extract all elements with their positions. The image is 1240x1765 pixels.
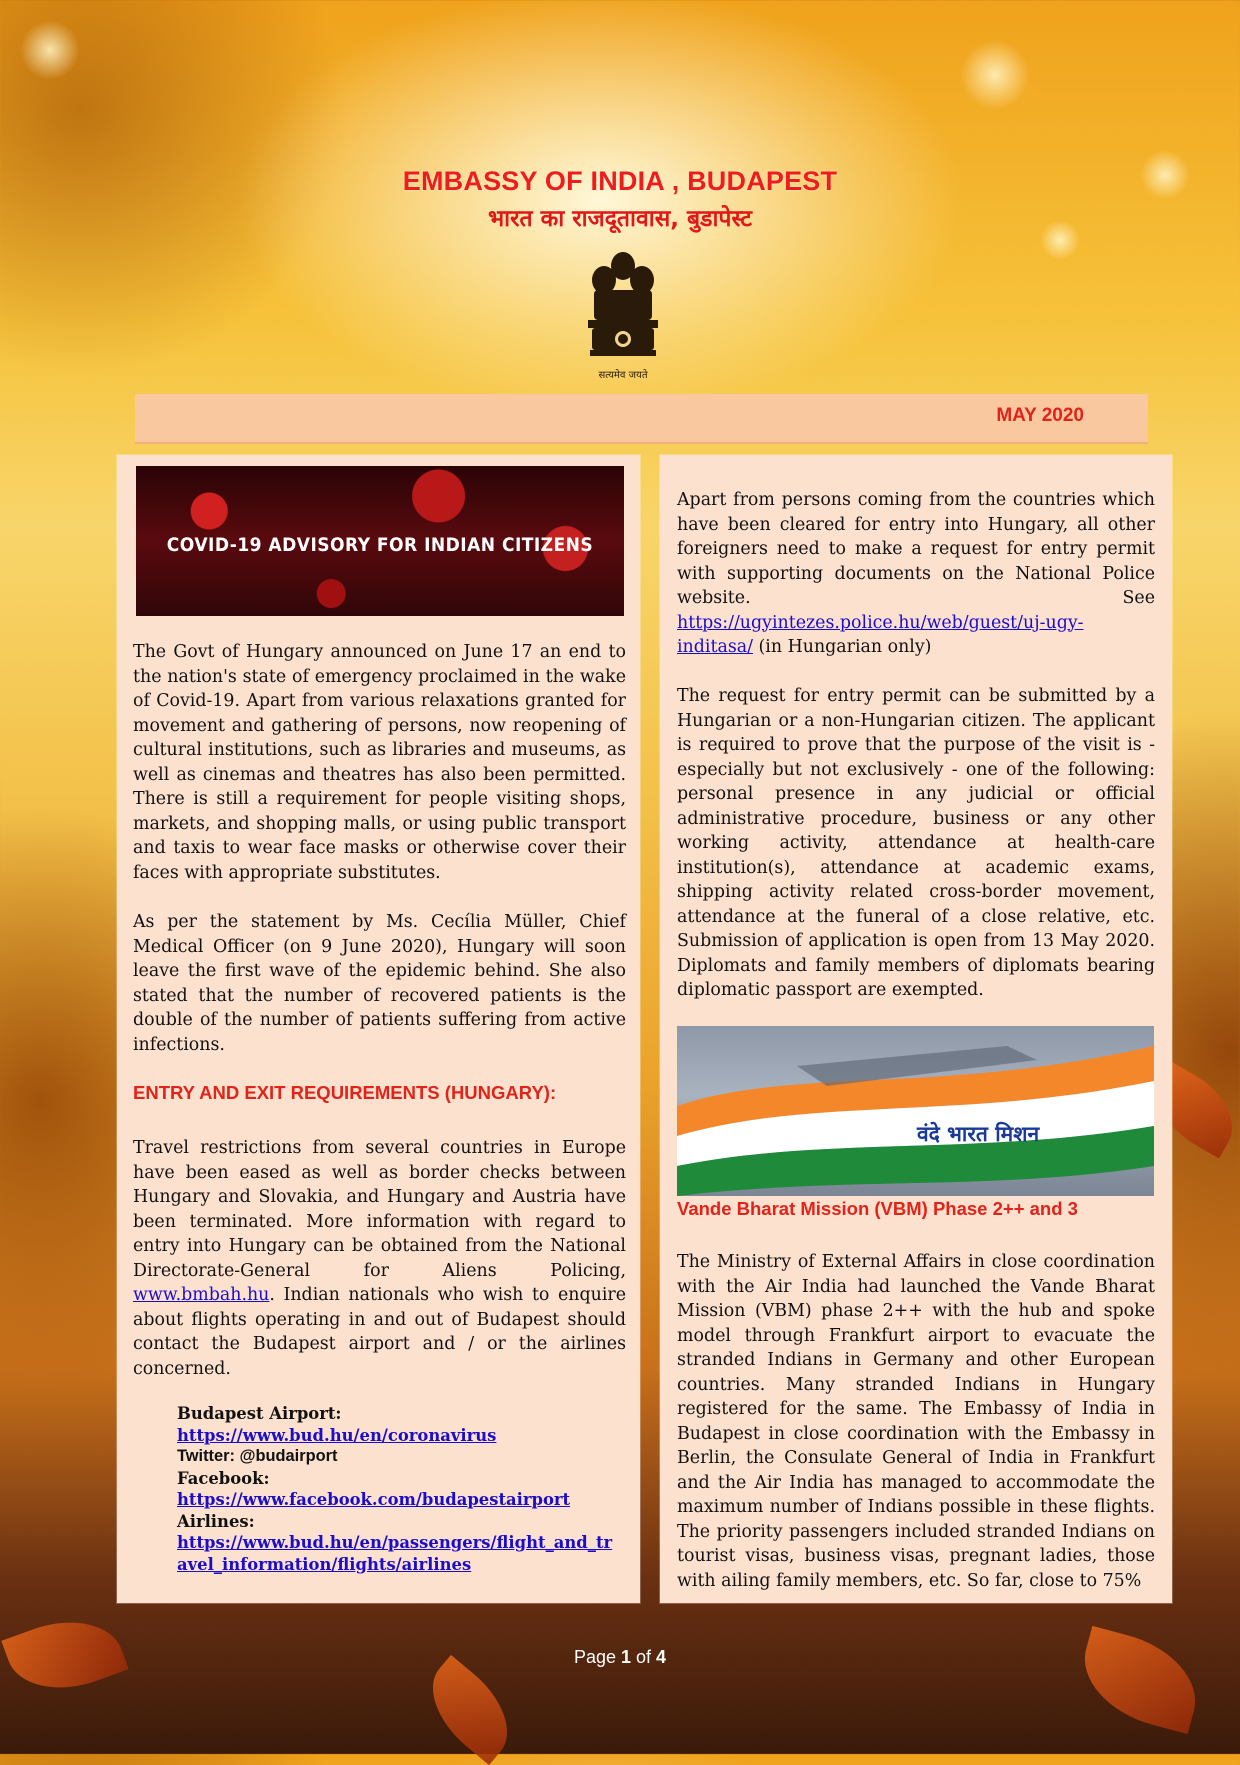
airport-contacts [177,1403,617,1575]
national-emblem-icon [578,246,668,386]
covid-banner-caption: COVID-19 ADVISORY FOR INDIAN CITIZENS [166,534,594,556]
right-column [660,455,1172,1603]
flag-wave-graphic [677,1026,1154,1196]
autumn-leaf [1072,1626,1209,1734]
embassy-title-hindi: भारत का राजदूतावास, बुडापेस्ट [487,206,753,232]
airlines-label: Airlines: [177,1511,255,1531]
travel-text-1: Travel restrictions from several countries in Europe have been eased as well as border checks between Hungary and Slovakia, and Hungary and Austria have been terminated. More information with regard to entry into Hungary can be obtained from the National Directorate-General for Aliens Policing, [133,1138,626,1281]
airport-label: Budapest Airport: [177,1404,342,1423]
issue-date-banner [135,394,1148,444]
travel-restrictions-paragraph [133,1136,626,1381]
total-pages: 4 [656,1647,667,1667]
police-portal-link[interactable]: https://ugyintezes.police.hu/web/guest/uj-ugy-inditasa/ [677,612,1084,657]
vande-bharat-banner-image [677,1026,1154,1196]
entry-permit-request-paragraph: The request for entry permit can be submitted by a Hungarian or a non-Hungarian citizen. The applicant is required to prove that the purpose of the visit is - especially but not exclusively - one of the following: personal presence in any judicial or official administrative procedure, business or any other working activity, attendance at health-care institution(s), attendance at academic exams, shipping activity related cross-border movement, attendance at the funeral of a close relative, etc. Submission of application is open from 13 May 2020. Diplomats and family members of diplomats bearing diplomatic passport are exempted. [677,686,1155,1000]
facebook-link[interactable]: https://www.facebook.com/budapestairport [177,1490,571,1509]
airlines-link[interactable]: https://www.bud.hu/en/passengers/flight_and_travel_information/flights/airlines [177,1533,613,1574]
of-word: of [631,1647,657,1667]
current-page: 1 [621,1647,632,1667]
entry-permit-text: Apart from persons coming from the countries which have been cleared for entry into Hungary, all other foreigners need to make a request for entry permit with supporting documents on the National Police website. See [677,490,1155,608]
vbm-heading: Vande Bharat Mission (VBM) Phase 2++ and 3 [677,1198,1078,1219]
hungary-emergency-paragraph: The Govt of Hungary announced on June 17 an end to the nation's state of emergency proclaimed in the wake of Covid-19. Apart from various relaxations granted for movement and gathering of persons, now reopening of cultural institutions, such as libraries and museums, as well as cinemas and theatres has also been permitted. There is still a requirement for people visiting shops, markets, and shopping malls, or using public transport and taxis to wear face masks or otherwise cover their faces with appropriate substitutes. [133,642,626,883]
airport-coronavirus-link[interactable]: https://www.bud.hu/en/coronavirus [177,1425,497,1445]
page-header [0,160,1240,233]
entry-permit-paragraph [677,488,1155,660]
issue-date: MAY 2020 [996,405,1084,426]
left-column [117,455,640,1603]
autumn-leaf [412,1655,527,1765]
chief-medical-officer-paragraph: As per the statement by Ms. Cecília Müller, Chief Medical Officer (on 9 June 2020), Hungary will soon leave the first wave of the epidemic behind. She also stated that the number of recovered patients is the double of the number of patients suffering from active infections. [133,912,626,1055]
vbm-paragraph: The Ministry of External Affairs in close coordination with the Air India had launched the Vande Bharat Mission (VBM) phase 2++ with the hub and spoke model through Frankfurt airport to evacuate the stranded Indians in Germany and other European countries. Many stranded Indians in Hungary registered for the same. The Embassy of India in Budapest in close coordination with the Embassy in Berlin, the Consulate General of India in Frankfurt and the Air India has managed to accommodate the maximum number of Indians possible in these flights. The priority passengers included stranded Indians on tourist visas, business visas, pregnant ladies, those with ailing family members, etc. So far, close to 75% [677,1252,1155,1591]
bokeh-light [20,20,80,80]
embassy-title-english: EMBASSY OF INDIA , BUDAPEST [402,166,838,196]
page-footer [0,1647,1240,1668]
bokeh-light [960,40,1030,110]
page-word: Page [573,1647,621,1667]
entry-permit-note: (in Hungarian only) [752,637,932,657]
entry-exit-heading: ENTRY AND EXIT REQUIREMENTS (HUNGARY): [133,1082,557,1103]
travel-text-2: . Indian nationals who wish to enquire about flights operating in and out of Budapest should contact the Budapest airport and / or the airlines concerned. [133,1285,626,1379]
covid-advisory-banner-image [136,466,624,616]
vande-bharat-caption: वंदे भारत मिशन [917,1122,1040,1146]
bmbah-link[interactable]: www.bmbah.hu [133,1285,270,1305]
facebook-label: Facebook: [177,1468,270,1488]
twitter-handle: Twitter: @budairport [177,1447,338,1465]
emblem-motto: सत्यमेव जयते [598,370,648,381]
